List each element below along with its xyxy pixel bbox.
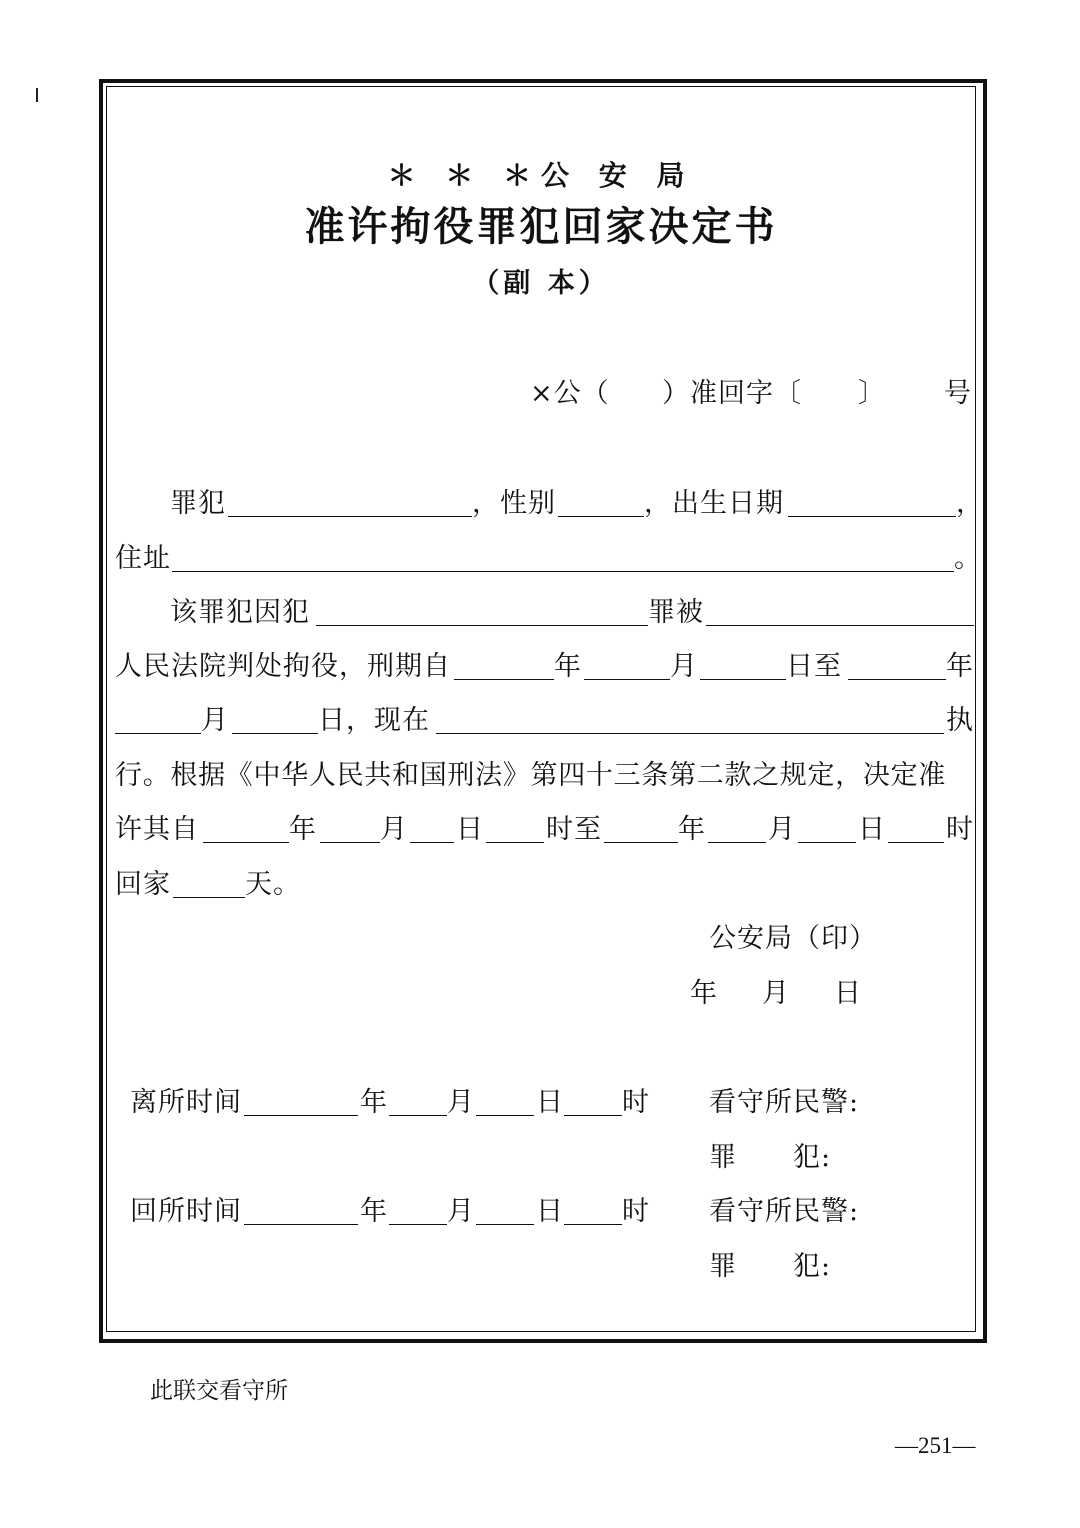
home-end-day-field[interactable] — [798, 842, 856, 843]
doc-number-middle: ）准回字〔 — [662, 378, 802, 409]
legal-basis-text: 行。根据《中华人民共和国刑法》第四十三条第二款之规定，决定准 — [115, 760, 946, 791]
hour-to-label: 时至 — [546, 814, 602, 845]
return-time-label: 回所时间 — [130, 1196, 242, 1227]
home-start-year-field[interactable] — [203, 842, 289, 843]
return-criminal-label: 罪 犯: — [709, 1251, 832, 1282]
seal-day-label: 日 — [834, 978, 862, 1009]
leave-criminal-label: 罪 犯: — [709, 1142, 832, 1173]
court-sentence-label: 人民法院判处拘役，刑期自 — [115, 651, 451, 682]
birth-date-field[interactable] — [788, 516, 956, 517]
address-label: 住址 — [115, 543, 171, 574]
offense-by-label: 罪被 — [648, 597, 704, 628]
sentence-end-month-field[interactable] — [115, 733, 201, 734]
return-day-field[interactable] — [476, 1224, 534, 1225]
page-number: —251— — [895, 1433, 976, 1458]
home-end-year-field[interactable] — [604, 842, 678, 843]
month-label: 月 — [447, 1087, 475, 1118]
day-label: 日 — [858, 814, 886, 845]
comma-mark: ， — [956, 488, 984, 519]
gender-field[interactable] — [558, 516, 644, 517]
criminal-label: 罪犯 — [170, 488, 226, 519]
permit-from-label: 许其自 — [115, 814, 199, 845]
return-year-field[interactable] — [244, 1224, 358, 1225]
copy-destination-note: 此联交看守所 — [150, 1378, 288, 1404]
day-to-label: 日至 — [786, 651, 842, 682]
criminal-name-field[interactable] — [228, 516, 472, 517]
doc-number-prefix: ×公（ — [530, 378, 610, 409]
copy-label: （副 本） — [472, 268, 610, 299]
sentence-start-month-field[interactable] — [584, 679, 670, 680]
execute-label: 执 — [946, 705, 974, 736]
hour-label: 时 — [946, 814, 974, 845]
sentence-start-year-field[interactable] — [454, 679, 554, 680]
home-start-hour-field[interactable] — [486, 842, 544, 843]
home-days-field[interactable] — [173, 897, 245, 898]
home-end-hour-field[interactable] — [888, 842, 944, 843]
sentence-start-day-field[interactable] — [700, 679, 786, 680]
return-month-field[interactable] — [389, 1224, 447, 1225]
leave-hour-field[interactable] — [564, 1115, 622, 1116]
seal-year-label: 年 — [690, 978, 718, 1009]
home-start-month-field[interactable] — [320, 842, 380, 843]
court-name-field[interactable] — [706, 625, 974, 626]
go-home-label: 回家 — [115, 869, 171, 900]
year-label: 年 — [360, 1087, 388, 1118]
document-title: 准许拘役罪犯回家决定书 — [304, 203, 778, 250]
gender-label: ，性别 — [472, 488, 556, 519]
leave-police-label: 看守所民警: — [709, 1087, 860, 1118]
month-label: 月 — [380, 814, 408, 845]
offense-field[interactable] — [316, 625, 648, 626]
leave-time-label: 离所时间 — [130, 1087, 242, 1118]
sentence-end-day-field[interactable] — [232, 733, 318, 734]
day-now-label: 日，现在 — [318, 705, 430, 736]
leave-day-field[interactable] — [476, 1115, 534, 1116]
year-label: 年 — [289, 814, 317, 845]
return-hour-field[interactable] — [564, 1224, 622, 1225]
hour-label: 时 — [622, 1087, 650, 1118]
corner-mark — [36, 88, 38, 102]
month-label: 月 — [201, 705, 229, 736]
month-label: 月 — [447, 1196, 475, 1227]
year-label: 年 — [946, 651, 974, 682]
days-end-label: 天。 — [245, 869, 301, 900]
month-label: 月 — [768, 814, 796, 845]
issuing-agency: ＊ ＊ ＊公 安 局 — [387, 159, 695, 192]
doc-number-bracket-close: 〕 — [858, 378, 886, 409]
year-label: 年 — [678, 814, 706, 845]
month-label: 月 — [670, 651, 698, 682]
return-police-label: 看守所民警: — [709, 1196, 860, 1227]
year-label: 年 — [360, 1196, 388, 1227]
seal-month-label: 月 — [762, 978, 790, 1009]
detention-place-field[interactable] — [436, 733, 944, 734]
sentence-end-year-field[interactable] — [848, 679, 946, 680]
hour-label: 时 — [622, 1196, 650, 1227]
day-label: 日 — [536, 1087, 564, 1118]
period-mark: 。 — [954, 543, 982, 574]
home-end-month-field[interactable] — [708, 842, 766, 843]
agency-seal: 公安局（印） — [709, 923, 877, 954]
birth-date-label: ，出生日期 — [644, 488, 784, 519]
day-label: 日 — [536, 1196, 564, 1227]
address-field[interactable] — [172, 571, 954, 572]
leave-year-field[interactable] — [244, 1115, 358, 1116]
year-label: 年 — [554, 651, 582, 682]
home-start-day-field[interactable] — [410, 842, 454, 843]
doc-number-suffix: 号 — [944, 378, 972, 409]
leave-month-field[interactable] — [389, 1115, 447, 1116]
day-label: 日 — [456, 814, 484, 845]
offense-label: 该罪犯因犯 — [170, 597, 310, 628]
